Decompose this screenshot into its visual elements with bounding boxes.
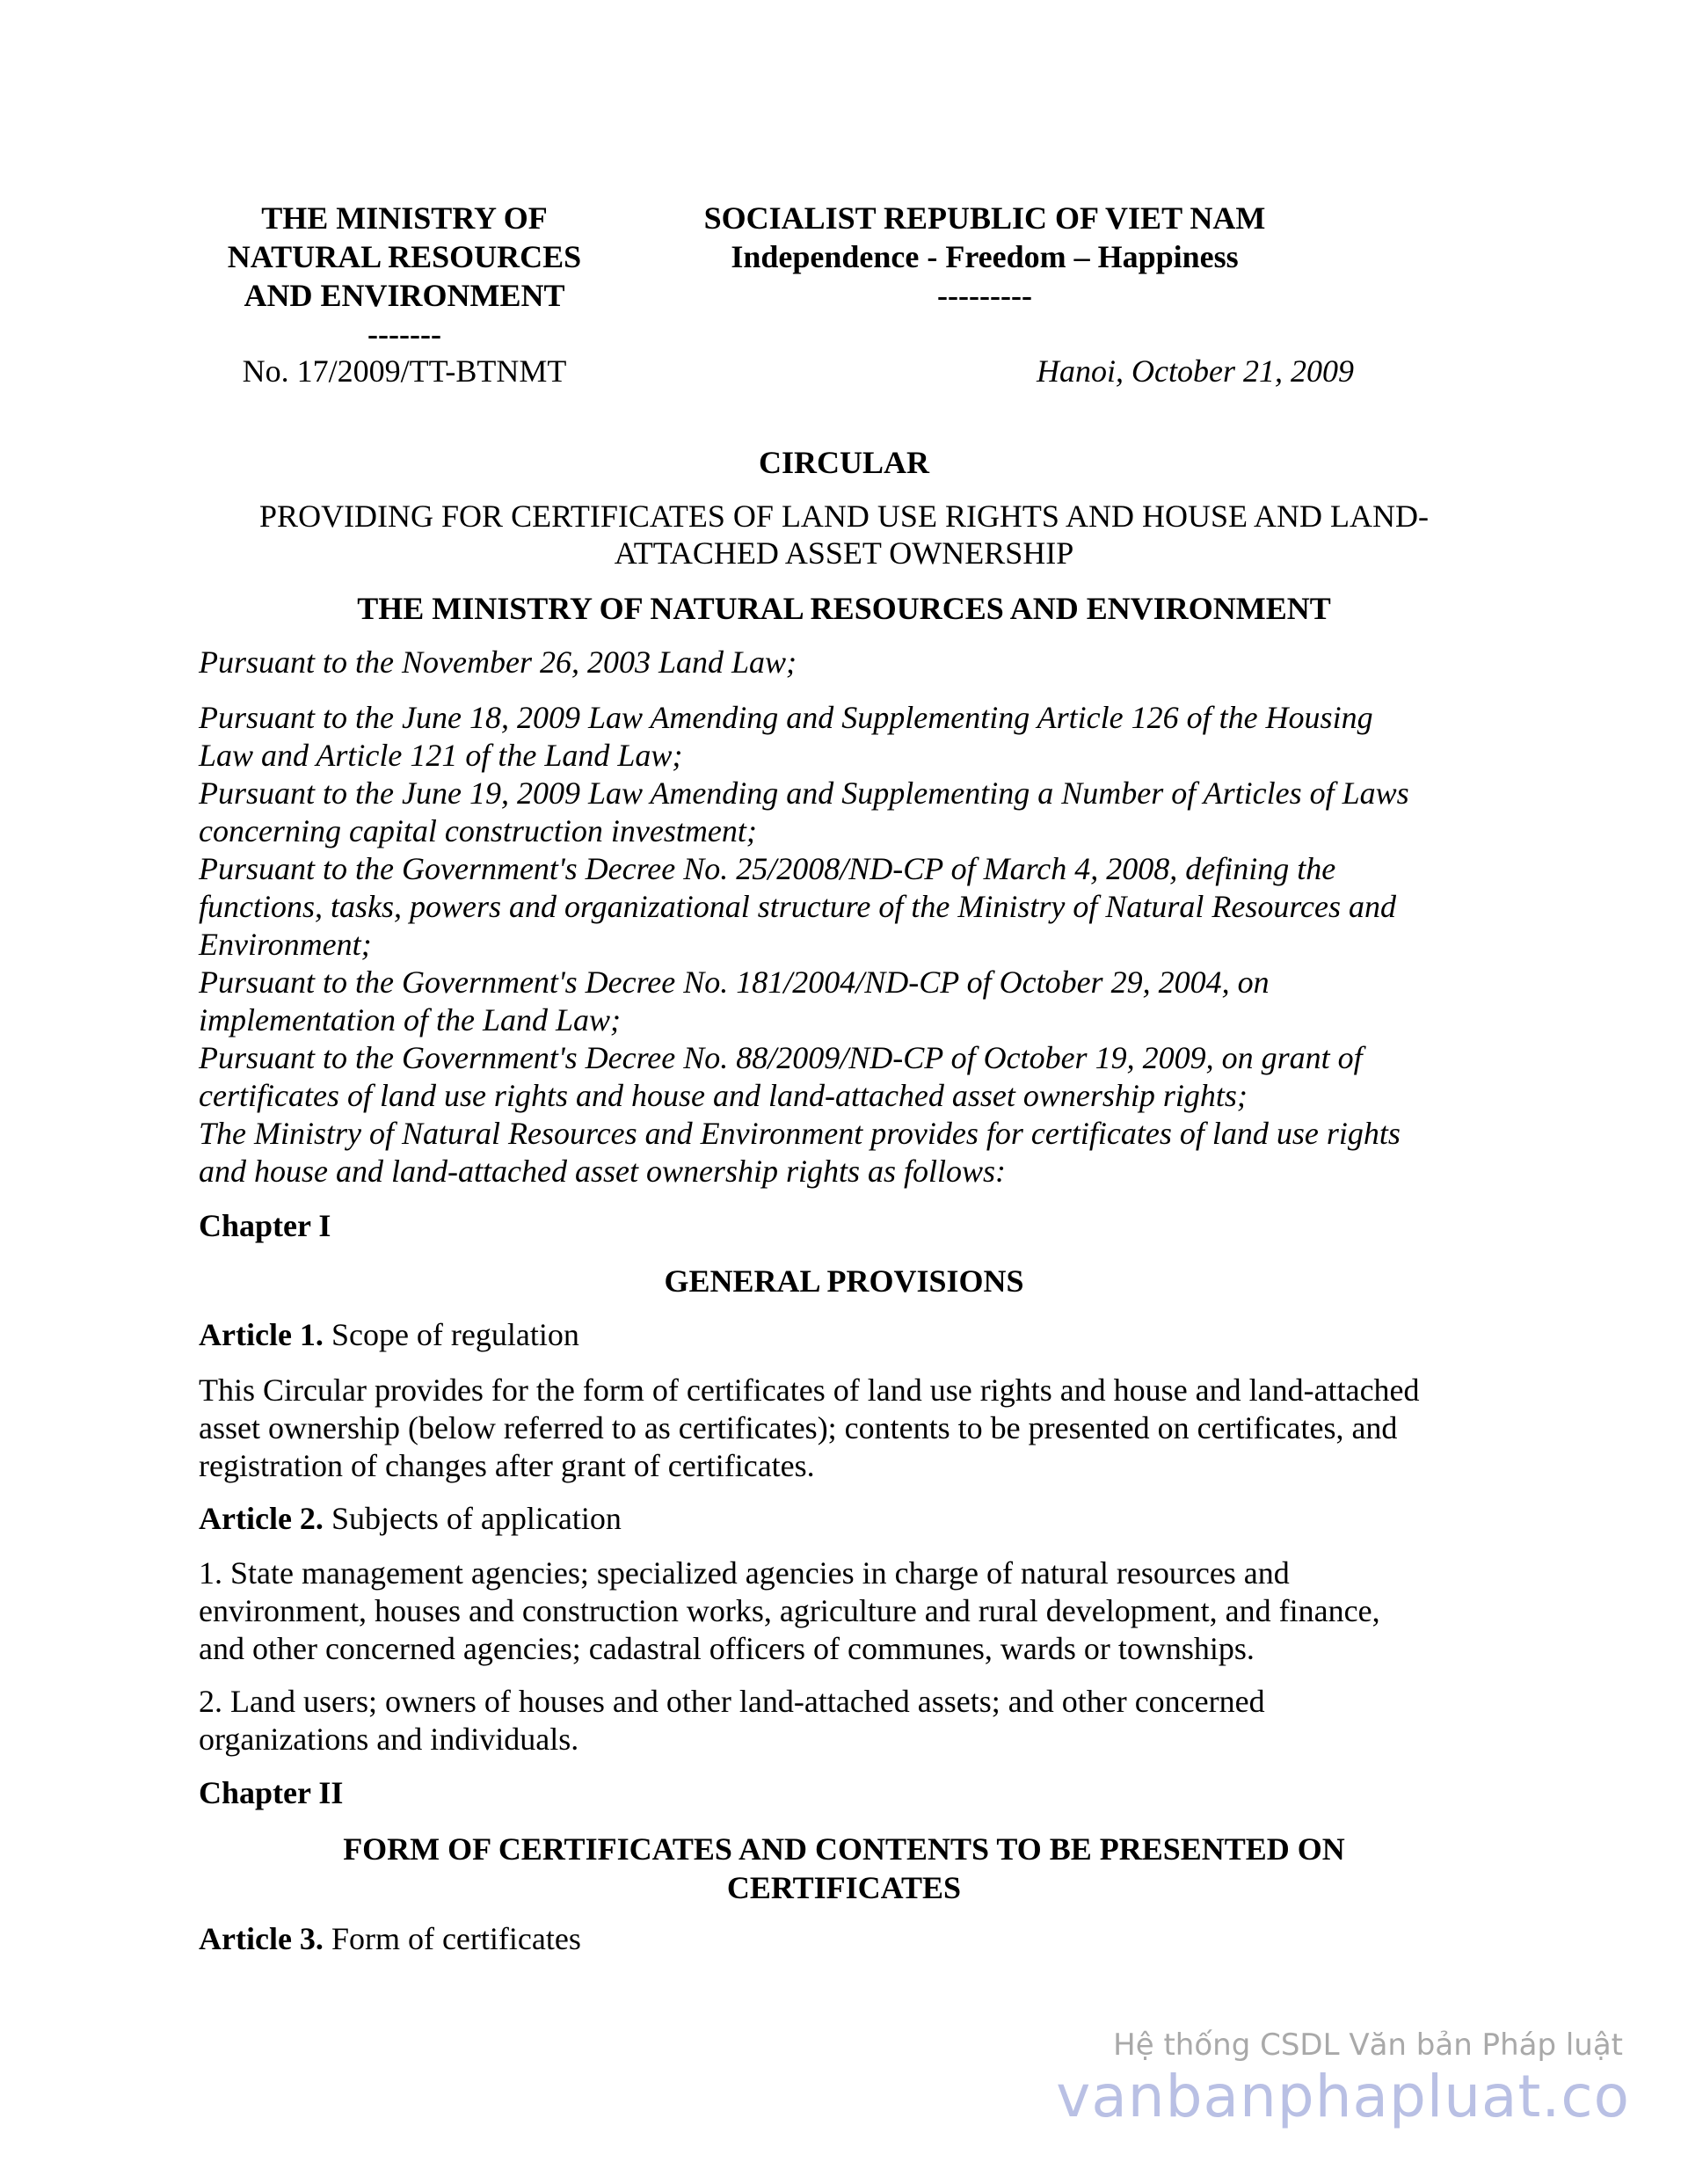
document-subject: [176, 498, 1512, 571]
paragraph-line: 1. State management agencies; specialized agencies in charge of natural resources and: [199, 1555, 1290, 1591]
ministry-line: THE MINISTRY OF: [261, 200, 548, 236]
article-paragraph: [199, 1683, 1517, 1758]
ministry-line: NATURAL RESOURCES: [227, 239, 582, 274]
national-heading: [668, 199, 1301, 315]
paragraph-line: organizations and individuals.: [199, 1722, 579, 1757]
article-label: Article 2.: [199, 1501, 324, 1536]
issuing-authority: THE MINISTRY OF NATURAL RESOURCES AND ENVIRONMENT: [357, 591, 1331, 626]
subject-line: ATTACHED ASSET OWNERSHIP: [614, 535, 1074, 571]
preamble-line: Pursuant to the Government's Decree No. 181/2004/ND-CP of October 29, 2004, on: [199, 965, 1270, 1000]
article-title: Form of certificates: [323, 1921, 581, 1956]
paragraph-line: environment, houses and construction works, agriculture and rural development, and finance,: [199, 1593, 1380, 1628]
preamble-line: concerning capital construction investment;: [199, 813, 757, 848]
preamble-paragraph: Pursuant to the November 26, 2003 Land Law;: [199, 644, 797, 680]
preamble-line: Pursuant to the June 18, 2009 Law Amending and Supplementing Article 126 of the Housing: [199, 700, 1373, 735]
chapter-title: [176, 1830, 1512, 1907]
republic-name: SOCIALIST REPUBLIC OF VIET NAM: [703, 200, 1266, 236]
paragraph-line: 2. Land users; owners of houses and other land-attached assets; and other concerned: [199, 1684, 1265, 1719]
article-title: Scope of regulation: [323, 1317, 579, 1352]
preamble-line: The Ministry of Natural Resources and Environment provides for certificates of land use rights: [199, 1116, 1401, 1151]
paragraph-line: registration of changes after grant of certificates.: [199, 1448, 815, 1483]
article-paragraph: [199, 1554, 1517, 1668]
document-number: No. 17/2009/TT-BTNMT: [242, 353, 567, 389]
preamble-line: functions, tasks, powers and organizational structure of the Ministry of Natural Resources and: [199, 889, 1396, 924]
article-paragraph: [199, 1372, 1517, 1485]
document-date: Hanoi, October 21, 2009: [1037, 353, 1354, 389]
preamble-line: Pursuant to the Government's Decree No. 88/2009/ND-CP of October 19, 2009, on grant of: [199, 1040, 1363, 1075]
article-heading: [199, 1920, 1517, 1958]
subject-line: PROVIDING FOR CERTIFICATES OF LAND USE RIGHTS AND HOUSE AND LAND-: [259, 499, 1429, 534]
preamble-paragraph: [199, 699, 1517, 775]
preamble-line: Pursuant to the Government's Decree No. 25/2008/ND-CP of March 4, 2008, defining the: [199, 851, 1336, 886]
watermark-caption: Hệ thống CSDL Văn bản Pháp luật: [1113, 2027, 1623, 2063]
chapter-title: GENERAL PROVISIONS: [664, 1263, 1024, 1299]
article-heading: [199, 1316, 1517, 1354]
preamble-line: Pursuant to the June 19, 2009 Law Amending and Supplementing a Number of Articles of Laws: [199, 775, 1409, 811]
ministry-line: AND ENVIRONMENT: [244, 278, 565, 313]
chapter-title-line: FORM OF CERTIFICATES AND CONTENTS TO BE PRESENTED ON: [343, 1831, 1345, 1867]
preamble-paragraph: [199, 964, 1517, 1039]
national-motto: Independence - Freedom – Happiness: [731, 239, 1239, 274]
chapter-label: Chapter II: [199, 1775, 344, 1810]
preamble-line: Law and Article 121 of the Land Law;: [199, 738, 683, 773]
preamble-line: and house and land-attached asset ownership rights as follows:: [199, 1154, 1006, 1189]
watermark-site: vanbanphapluat.co: [1056, 2063, 1630, 2130]
preamble-line: certificates of land use rights and house and land-attached asset ownership rights;: [199, 1078, 1248, 1113]
paragraph-line: asset ownership (below referred to as certificates); contents to be presented on certificates, and: [199, 1410, 1398, 1445]
document-type: CIRCULAR: [758, 445, 929, 480]
preamble-paragraph: [199, 850, 1517, 964]
preamble-paragraph: [199, 1115, 1517, 1190]
article-heading: [199, 1500, 1517, 1538]
preamble-paragraph: [199, 775, 1517, 850]
ministry-name: [176, 199, 633, 353]
chapter-title-line: CERTIFICATES: [726, 1870, 962, 1905]
paragraph-line: and other concerned agencies; cadastral officers of communes, wards or townships.: [199, 1631, 1255, 1666]
article-title: Subjects of application: [323, 1501, 622, 1536]
article-label: Article 3.: [199, 1921, 324, 1956]
preamble-line: implementation of the Land Law;: [199, 1002, 621, 1037]
paragraph-line: This Circular provides for the form of certificates of land use rights and house and land-attached: [199, 1372, 1420, 1408]
article-label: Article 1.: [199, 1317, 324, 1352]
preamble-line: Environment;: [199, 927, 372, 962]
chapter-label: Chapter I: [199, 1208, 331, 1243]
preamble-paragraph: [199, 1039, 1517, 1115]
republic-divider: ---------: [937, 278, 1032, 313]
ministry-divider: -------: [367, 317, 441, 352]
